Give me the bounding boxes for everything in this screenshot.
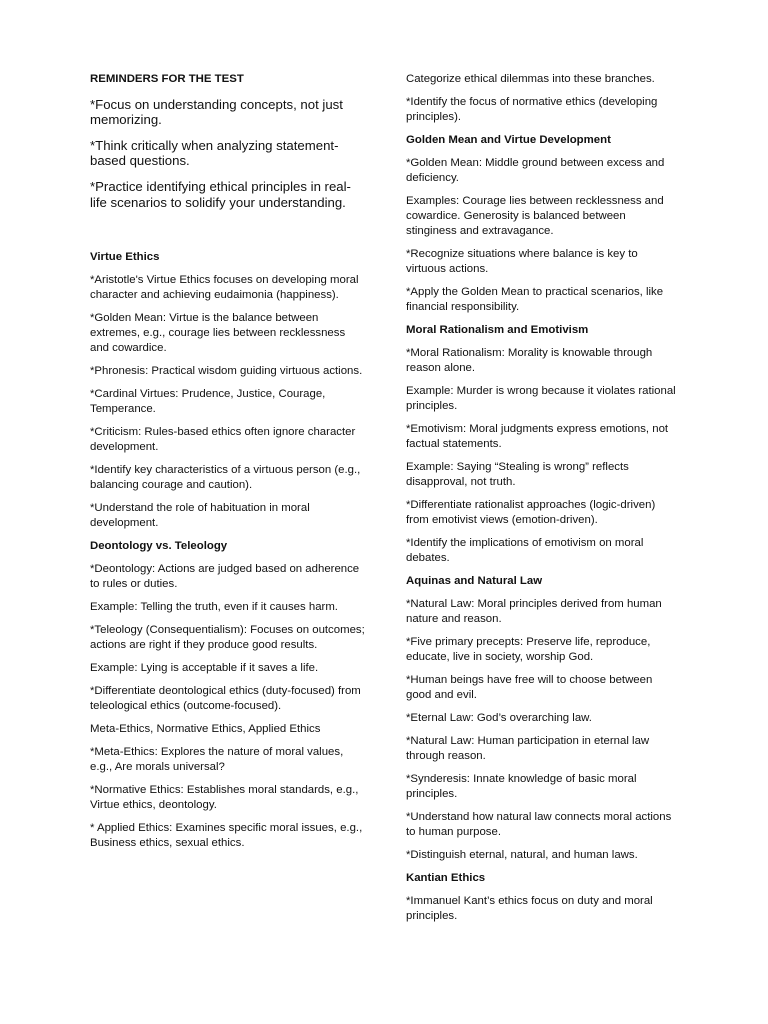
deontology-item: *Deontology: Actions are judged based on adherence to rules or duties. — [90, 563, 360, 591]
rationalism-item: *Emotivism: Moral judgments express emotions, not factual statements. — [406, 423, 669, 450]
aquinas-item: *Distinguish eternal, natural, and human laws. — [406, 849, 638, 861]
branches-section — [406, 72, 678, 125]
deontology-item: *Teleology (Consequentialism): Focuses on outcomes; actions are right if they produce good results. — [90, 624, 365, 652]
rationalism-section — [406, 323, 678, 566]
virtue-ethics-item: *Understand the role of habituation in moral development. — [90, 502, 310, 530]
kant-item: *Immanuel Kant’s ethics focus on duty and moral principles. — [406, 895, 653, 922]
aquinas-item: *Human beings have free will to choose between good and evil. — [406, 674, 653, 701]
kant-heading: Kantian Ethics — [406, 872, 486, 884]
reminder-item: *Focus on understanding concepts, not just memorizing. — [90, 96, 343, 128]
deontology-item: Example: Telling the truth, even if it causes harm. — [90, 601, 338, 614]
aquinas-section — [406, 574, 678, 863]
virtue-ethics-item: *Aristotle's Virtue Ethics focuses on developing moral character and achieving eudaimonia (happiness). — [90, 274, 359, 302]
virtue-ethics-section — [90, 250, 366, 531]
deontology-heading: Deontology vs. Teleology — [90, 540, 228, 553]
kant-section — [406, 871, 678, 924]
meta-ethics-heading: Meta-Ethics, Normative Ethics, Applied Ethics — [90, 723, 321, 736]
virtue-ethics-item: *Golden Mean: Virtue is the balance between extremes, e.g., courage lies between recklessness and cowardice. — [90, 312, 346, 355]
golden-mean-item: *Recognize situations where balance is key to virtuous actions. — [406, 248, 638, 275]
rationalism-item: *Differentiate rationalist approaches (logic-driven) from emotivist views (emotion-driven). — [406, 499, 656, 526]
meta-ethics-item: *Meta-Ethics: Explores the nature of moral values, e.g., Are morals universal? — [90, 746, 344, 774]
rationalism-item: Example: Saying “Stealing is wrong” reflects disapproval, not truth. — [406, 461, 629, 488]
aquinas-item: *Five primary precepts: Preserve life, reproduce, educate, live in society, worship God. — [406, 636, 651, 663]
golden-mean-item: *Golden Mean: Middle ground between excess and deficiency. — [406, 157, 665, 184]
reminder-item: *Think critically when analyzing statement-based questions. — [90, 137, 339, 169]
virtue-ethics-item: *Cardinal Virtues: Prudence, Justice, Courage, Temperance. — [90, 388, 326, 416]
rationalism-item: *Identify the implications of emotivism on moral debates. — [406, 537, 644, 564]
reminders-heading: REMINDERS FOR THE TEST — [90, 73, 244, 85]
aquinas-item: *Natural Law: Human participation in eternal law through reason. — [406, 735, 650, 762]
golden-mean-item: Examples: Courage lies between recklessness and cowardice. Generosity is balanced between stinginess and extravagance. — [406, 195, 664, 237]
golden-mean-section — [406, 133, 678, 315]
branches-item: *Identify the focus of normative ethics (developing principles). — [406, 96, 658, 123]
deontology-item: *Differentiate deontological ethics (duty-focused) from teleological ethics (outcome-focused). — [90, 685, 361, 713]
left-column — [90, 72, 366, 859]
branches-item: Categorize ethical dilemmas into these branches. — [406, 73, 655, 85]
virtue-ethics-item: *Identify key characteristics of a virtuous person (e.g., balancing courage and caution). — [90, 464, 361, 492]
aquinas-item: *Understand how natural law connects moral actions to human purpose. — [406, 811, 672, 838]
meta-ethics-section — [90, 722, 366, 851]
aquinas-item: *Eternal Law: God’s overarching law. — [406, 712, 592, 724]
reminders-section — [90, 72, 366, 210]
aquinas-item: *Natural Law: Moral principles derived from human nature and reason. — [406, 598, 662, 625]
meta-ethics-item: *Normative Ethics: Establishes moral standards, e.g., Virtue ethics, deontology. — [90, 784, 359, 812]
virtue-ethics-item: *Criticism: Rules-based ethics often ignore character development. — [90, 426, 356, 454]
rationalism-item: *Moral Rationalism: Morality is knowable through reason alone. — [406, 347, 653, 374]
virtue-ethics-item: *Phronesis: Practical wisdom guiding virtuous actions. — [90, 365, 363, 378]
rationalism-heading: Moral Rationalism and Emotivism — [406, 324, 589, 336]
deontology-item: Example: Lying is acceptable if it saves a life. — [90, 662, 319, 675]
virtue-ethics-heading: Virtue Ethics — [90, 251, 160, 264]
meta-ethics-item: * Applied Ethics: Examines specific moral issues, e.g., Business ethics, sexual ethics. — [90, 822, 363, 850]
reminder-item: *Practice identifying ethical principles in real-life scenarios to solidify your understanding. — [90, 178, 351, 210]
aquinas-heading: Aquinas and Natural Law — [406, 575, 543, 587]
rationalism-item: Example: Murder is wrong because it violates rational principles. — [406, 385, 676, 412]
golden-mean-heading: Golden Mean and Virtue Development — [406, 134, 611, 146]
right-column — [406, 72, 678, 932]
golden-mean-item: *Apply the Golden Mean to practical scenarios, like financial responsibility. — [406, 286, 664, 313]
aquinas-item: *Synderesis: Innate knowledge of basic moral principles. — [406, 773, 637, 800]
deontology-section — [90, 539, 366, 714]
